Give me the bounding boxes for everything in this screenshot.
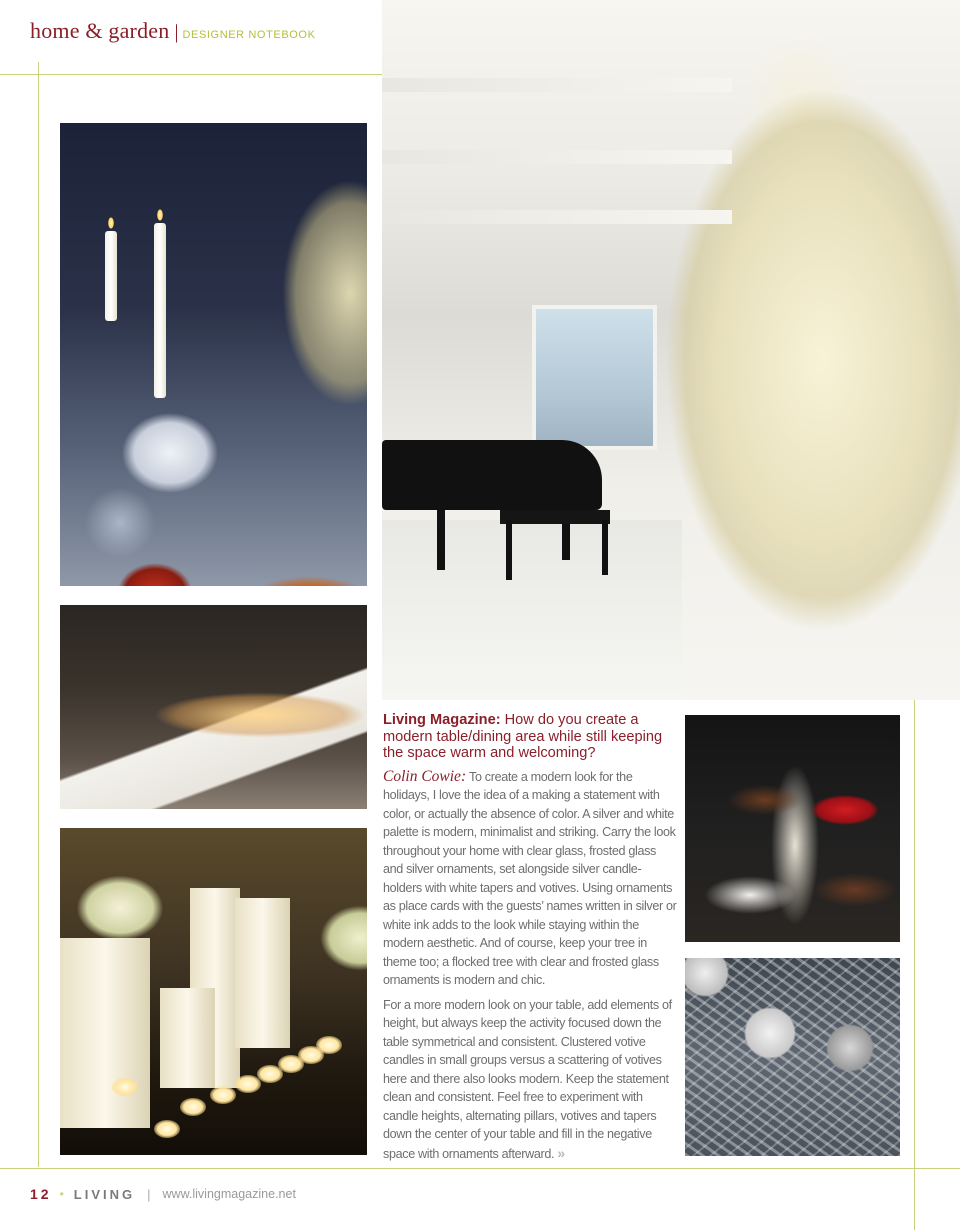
right-margin-rule (914, 700, 915, 1230)
grand-piano (382, 440, 602, 510)
page-number: 12 (30, 1186, 52, 1202)
speaker-name: Colin Cowie: (383, 767, 467, 785)
question-text: How do you create a modern table/dining area while still keeping the space warm and welcoming? (383, 712, 663, 761)
white-vase (160, 988, 215, 1088)
votive-candle (154, 1120, 180, 1138)
answer-paragraph (383, 768, 679, 990)
page-header (30, 18, 316, 52)
question-label: Living Magazine: (383, 712, 501, 728)
ceiling-beam (382, 78, 732, 92)
footer-rule (0, 1168, 960, 1169)
photo-dining-table (60, 605, 367, 809)
votive-candle (210, 1086, 236, 1104)
magazine-name: LIVING (73, 1186, 136, 1202)
taper-candle (154, 223, 166, 398)
photo-white-vases-votives (60, 828, 367, 1155)
magazine-url: www.livingmagazine.net (162, 1187, 296, 1201)
section-brand: home & garden (30, 18, 170, 43)
photo-flocked-christmas-tree (382, 0, 960, 700)
header-rule (0, 74, 382, 75)
photo-ornaments-on-tree (685, 958, 900, 1156)
piano-leg (437, 505, 445, 570)
continued-marker: » (557, 1144, 564, 1161)
piano-bench (500, 510, 610, 524)
left-margin-rule (38, 62, 39, 1167)
answer-text: For a more modern look on your table, add elements of height, but always keep the activity focused down the table symmetrical and consistent. Clustered votive candles in small groups versus a scattering of votives here and there also looks modern. Keep the statement clean and consistent. Feel free to experiment with candle heights, alternating pillars, votives and tapers down the center of your table and fill in the negative space with ornaments afterward. (383, 997, 672, 1161)
floor (382, 520, 682, 700)
answer-text: To create a modern look for the holidays, I love the idea of a making a statement with color, or actually the absence of color. A silver and white palette is modern, minimalist and striking. Carry the look throughout your home with clear glass, frosted glass and silver ornaments, set alongside silver candle-holders with white tapers and votives. Using ornaments as place cards with the guests’ names written in silver or white ink adds to the look while staying within the modern aesthetic. And of course, keep your tree in theme too; a flocked tree with clear and frosted glass ornaments is modern and chic. (383, 769, 677, 987)
interview-question (383, 712, 679, 762)
ceiling-beam (382, 210, 732, 224)
interview-article (383, 712, 679, 1163)
bench-leg (506, 520, 512, 580)
votive-candle (316, 1036, 342, 1054)
photo-dessert-tower (685, 715, 900, 942)
votive-candle (112, 1078, 138, 1096)
white-vase (60, 938, 150, 1128)
footer-bullet: • (59, 1187, 64, 1201)
footer-separator: | (147, 1186, 151, 1202)
ceiling-beam (382, 150, 732, 164)
header-separator: | (174, 21, 179, 43)
votive-candle (180, 1098, 206, 1116)
votive-candle (235, 1075, 261, 1093)
bench-leg (602, 520, 608, 575)
answer-paragraph (383, 996, 679, 1164)
page-footer (30, 1183, 296, 1205)
window (532, 305, 657, 450)
section-title: DESIGNER NOTEBOOK (182, 29, 316, 41)
photo-shrimp-cocktail (60, 123, 367, 586)
taper-candle (105, 231, 117, 321)
white-vase (235, 898, 290, 1048)
